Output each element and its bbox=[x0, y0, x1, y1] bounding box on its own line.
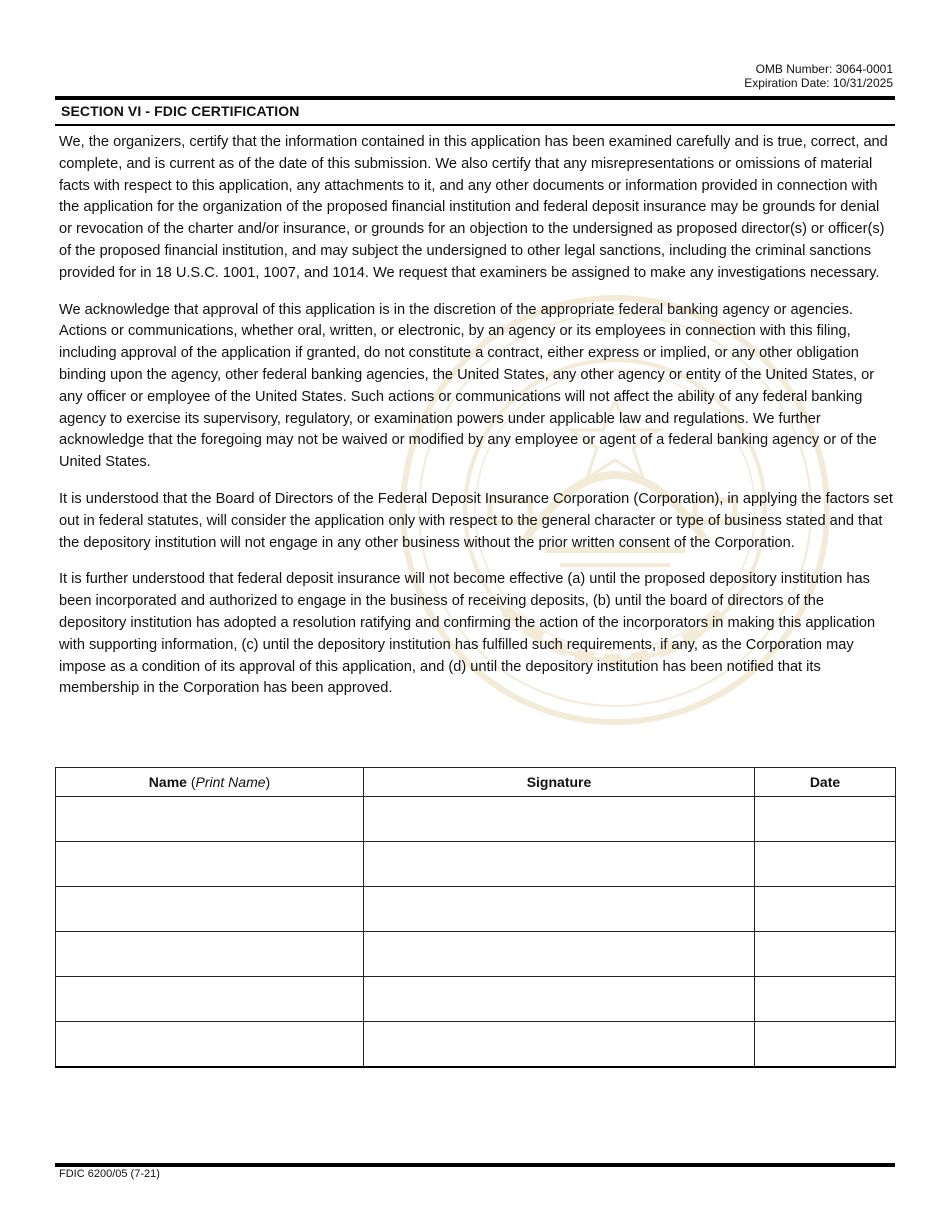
column-header-name: Name (Print Name) bbox=[56, 768, 364, 797]
signature-table-header bbox=[56, 768, 896, 797]
signature-table bbox=[55, 767, 896, 1068]
top-rule bbox=[55, 96, 895, 100]
form-id: FDIC 6200/05 (7-21) bbox=[59, 1168, 160, 1180]
signature-row bbox=[56, 1022, 896, 1068]
column-header-date: Date bbox=[755, 768, 896, 797]
paragraph-insurance-effective: It is further understood that federal deposit insurance will not become effective (a) until the proposed depository institution has been incorporated and authorized to engage in the business of receiving deposits, (b) until the board of directors of the depository institution has adopted a resolution ratifying and confirming the action of the incorporators in making this application with supporting information, (c) until the depository institution has fulfilled such requirements, if any, as the Corporation may impose as a condition of its approval of this application, and (d) until the depository institution has been notified that its membership in the Corporation has been approved. bbox=[59, 571, 876, 697]
paragraph-certify: We, the organizers, certify that the information contained in this application has been examined carefully and is true, correct, and complete, and is current as of the date of this submission. We also certify that any misrepresentations or omissions of material facts with respect to this application, any attachments to it, and any other documents or information provided in connection with the application for the organization of the proposed financial institution and federal deposit insurance may be grounds for denial or revocation of the charter and/or insurance, or grounds for an objection to the undersigned as proposed director(s) or officer(s) of the proposed financial institution, and may subject the undersigned to other legal sanctions, including the criminal sanctions provided for in 18 U.S.C. 1001, 1007, and 1014. We request that examiners be assigned to make any investigations necessary. bbox=[59, 134, 888, 281]
date-cell[interactable] bbox=[755, 842, 896, 887]
name-cell[interactable] bbox=[56, 1022, 364, 1068]
signature-row bbox=[56, 977, 896, 1022]
signature-cell[interactable] bbox=[364, 887, 755, 932]
column-header-signature: Signature bbox=[364, 768, 755, 797]
section-title: SECTION VI - FDIC CERTIFICATION bbox=[61, 103, 300, 119]
signature-row bbox=[56, 842, 896, 887]
signature-cell[interactable] bbox=[364, 797, 755, 842]
paragraph-board-consideration: It is understood that the Board of Directors of the Federal Deposit Insurance Corporation (Corporation), in applying the factors set out in federal statutes, will consider the application only with respect to the general character or type of business stated and that the depository institution will not engage in any other business without the prior written consent of the Corporation. bbox=[59, 490, 893, 551]
signature-cell[interactable] bbox=[364, 932, 755, 977]
date-cell[interactable] bbox=[755, 1022, 896, 1068]
date-cell[interactable] bbox=[755, 977, 896, 1022]
omb-info bbox=[744, 62, 893, 90]
name-cell[interactable] bbox=[56, 887, 364, 932]
name-cell[interactable] bbox=[56, 842, 364, 887]
title-rule bbox=[55, 124, 895, 126]
signature-row bbox=[56, 797, 896, 842]
signature-cell[interactable] bbox=[364, 977, 755, 1022]
expiration-date: Expiration Date: 10/31/2025 bbox=[744, 76, 893, 90]
date-cell[interactable] bbox=[755, 932, 896, 977]
paragraph-acknowledge: We acknowledge that approval of this application is in the discretion of the appropriate federal banking agency or agencies. Actions or communications, whether oral, written, or electronic, by an agency or its employees in connection with this filing, including approval of the application if granted, do not constitute a contract, either express or implied, or any other obligation binding upon the agency, other federal banking agencies, the United States, any other agency or entity of the United States, or any officer or employee of the United States. Such actions or communications will not affect the ability of any federal banking agency to exercise its supervisory, regulatory, or examination powers under applicable law and regulations. We further acknowledge that the foregoing may not be waived or modified by any employee or agent of a federal banking agency or of the United States. bbox=[59, 301, 877, 471]
name-cell[interactable] bbox=[56, 977, 364, 1022]
signature-row bbox=[56, 887, 896, 932]
name-cell[interactable] bbox=[56, 932, 364, 977]
print-name-hint: Print Name bbox=[195, 774, 266, 790]
signature-row bbox=[56, 932, 896, 977]
omb-number: OMB Number: 3064-0001 bbox=[755, 62, 893, 76]
name-cell[interactable] bbox=[56, 797, 364, 842]
bottom-rule bbox=[55, 1163, 895, 1167]
signature-cell[interactable] bbox=[364, 1022, 755, 1068]
date-cell[interactable] bbox=[755, 887, 896, 932]
signature-cell[interactable] bbox=[364, 842, 755, 887]
date-cell[interactable] bbox=[755, 797, 896, 842]
certification-text bbox=[59, 132, 895, 715]
